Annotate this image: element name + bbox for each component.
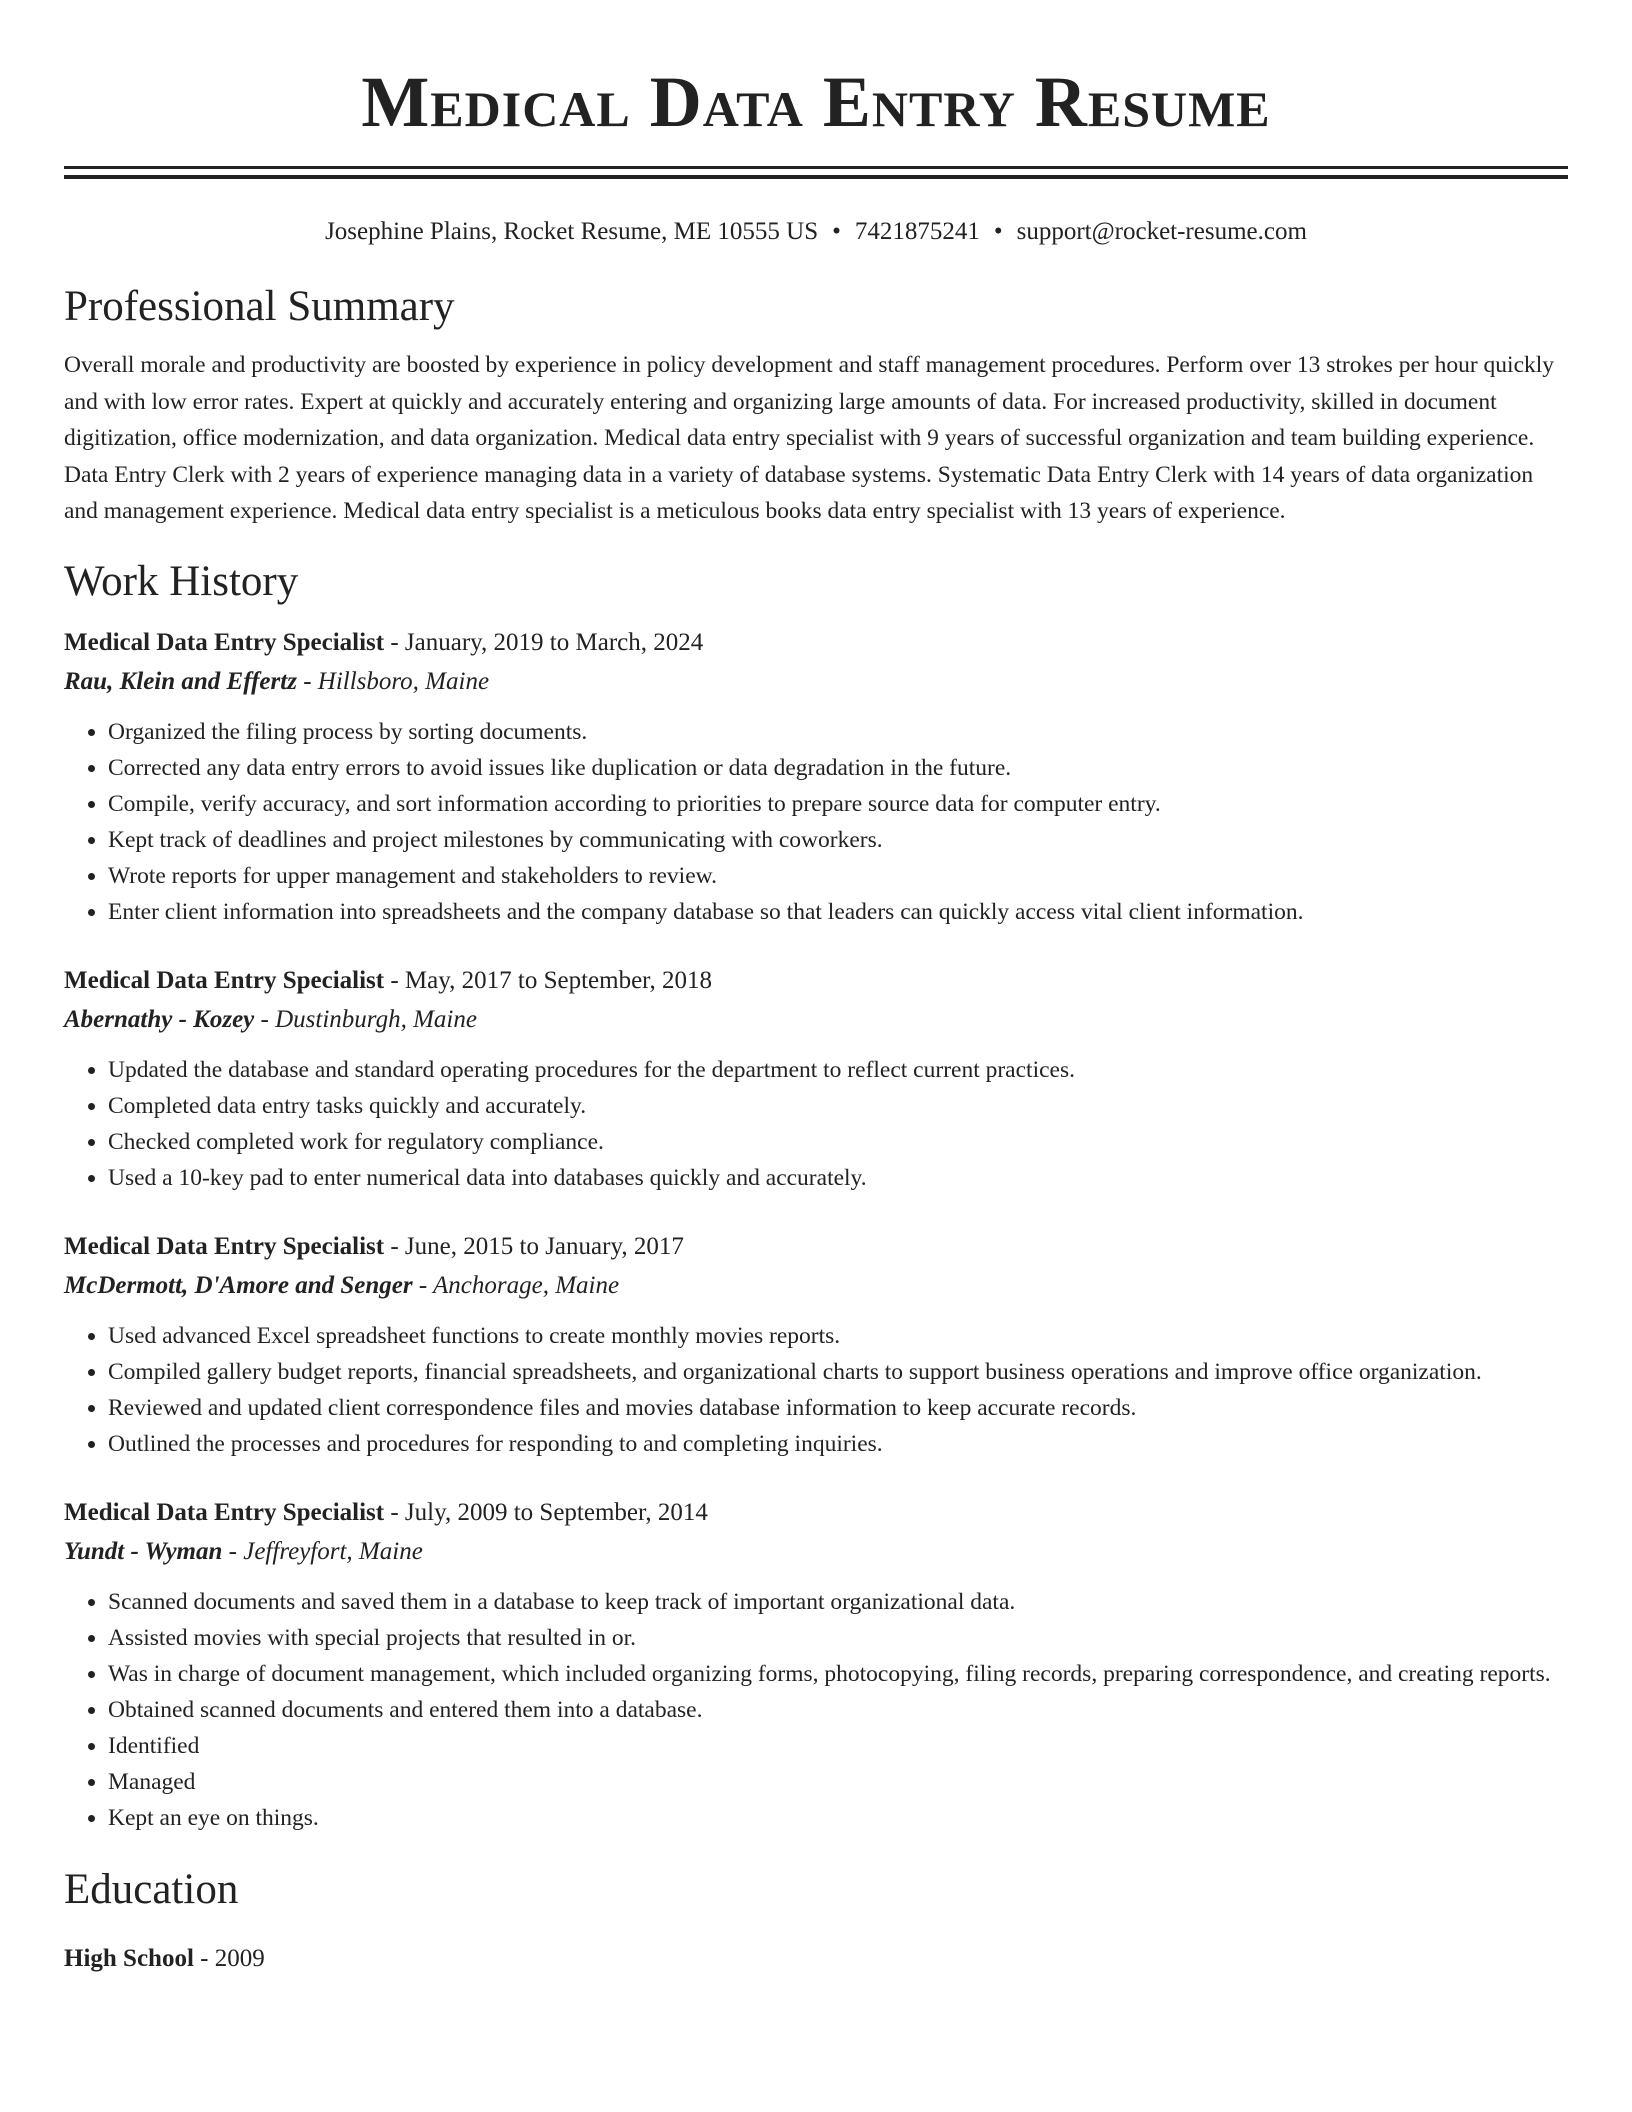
job-bullet: • Organized the filing process by sorting documents.: [108, 714, 1568, 750]
job-role: Medical Data Entry Specialist: [64, 966, 385, 994]
job-bullet: • Assisted movies with special projects that resulted in or.: [108, 1620, 1568, 1656]
contact-separator: •: [993, 218, 1003, 245]
job-bullets: [64, 1052, 1568, 1196]
job-role: Medical Data Entry Specialist: [64, 1498, 385, 1526]
job-bullet: • Outlined the processes and procedures for responding to and completing inquiries.: [108, 1426, 1568, 1462]
work-history-heading: Work History: [64, 557, 299, 605]
job-entry: [64, 1228, 1568, 1462]
job-company-line: [64, 1000, 1568, 1040]
contact-separator: •: [832, 218, 841, 245]
job-bullets: [64, 1318, 1568, 1462]
job-role: Medical Data Entry Specialist: [64, 628, 385, 656]
job-dates: - May, 2017 to September, 2018: [384, 966, 712, 994]
job-location: - Hillsboro, Maine: [296, 667, 490, 695]
contact-email: support@rocket-resume.com: [1016, 218, 1307, 245]
summary-heading: Professional Summary: [64, 283, 455, 330]
job-bullet: • Compiled gallery budget reports, financial spreadsheets, and organizational charts to support business operations and improve office organization.: [108, 1354, 1568, 1390]
job-bullets: [64, 714, 1568, 930]
job-bullet: • Used advanced Excel spreadsheet functions to create monthly movies reports.: [108, 1318, 1568, 1354]
job-bullet: • Updated the database and standard operating procedures for the department to reflect current practices.: [108, 1052, 1568, 1088]
education-school: High School: [64, 1944, 194, 1972]
job-bullets: [64, 1584, 1568, 1836]
job-title-line: [64, 1494, 1568, 1532]
job-company: Abernathy - Kozey: [64, 1005, 255, 1033]
education-list: [64, 1940, 1568, 1978]
job-title-line: [64, 962, 1568, 1000]
job-bullet: • Wrote reports for upper management and stakeholders to review.: [108, 858, 1568, 894]
job-title-line: [64, 624, 1568, 662]
job-bullet: • Reviewed and updated client correspondence files and movies database information to keep accurate records.: [108, 1390, 1568, 1426]
contact-phone: 7421875241: [854, 218, 980, 245]
job-bullet: • Obtained scanned documents and entered them into a database.: [108, 1692, 1568, 1728]
job-bullet: • Kept an eye on things.: [108, 1800, 1568, 1836]
resume-title: Medical Data Entry Resume: [361, 62, 1271, 142]
job-location: - Anchorage, Maine: [412, 1271, 620, 1299]
job-location: - Jeffreyfort, Maine: [222, 1537, 423, 1565]
job-bullet: • Managed: [108, 1764, 1568, 1800]
job-bullet: • Scanned documents and saved them in a database to keep track of important organizational data.: [108, 1584, 1568, 1620]
job-bullet: • Kept track of deadlines and project milestones by communicating with coworkers.: [108, 822, 1568, 858]
summary-text: Overall morale and productivity are boosted by experience in policy development and staff management procedures. Perform over 13 strokes per hour quickly and with low error rates. Expert at quickly and accurately entering and organizing large amounts of data. For increased productivity, skilled in document digitization, office modernization, and data organization. Medical data entry specialist with 9 years of successful organization and team building experience. Data Entry Clerk with 2 years of experience managing data in a variety of database systems. Systematic Data Entry Clerk with 14 years of data organization and management experience. Medical data entry specialist is a meticulous books data entry specialist with 13 years of experience.: [64, 352, 1555, 524]
job-company: Rau, Klein and Effertz: [64, 667, 297, 695]
job-company: McDermott, D'Amore and Senger: [64, 1271, 413, 1299]
contact-line: [64, 215, 1568, 249]
job-entry: [64, 624, 1568, 930]
title-rule-top: [64, 166, 1568, 169]
contact-address: Josephine Plains, Rocket Resume, ME 10555 US: [325, 218, 819, 245]
job-entry: [64, 1494, 1568, 1836]
job-bullet: • Corrected any data entry errors to avoid issues like duplication or data degradation in the future.: [108, 750, 1568, 786]
job-company: Yundt - Wyman: [64, 1537, 223, 1565]
job-bullet: • Checked completed work for regulatory compliance.: [108, 1124, 1568, 1160]
education-entry: [64, 1940, 1568, 1978]
job-location: - Dustinburgh, Maine: [254, 1005, 477, 1033]
job-bullet: • Was in charge of document management, which included organizing forms, photocopying, filing records, preparing correspondence, and creating reports.: [108, 1656, 1568, 1692]
job-company-line: [64, 662, 1568, 702]
job-dates: - July, 2009 to September, 2014: [384, 1498, 708, 1526]
job-bullet: • Compile, verify accuracy, and sort information according to priorities to prepare source data for computer entry.: [108, 786, 1568, 822]
job-company-line: [64, 1266, 1568, 1306]
job-entry: [64, 962, 1568, 1196]
job-bullet: • Identified: [108, 1728, 1568, 1764]
job-company-line: [64, 1532, 1568, 1572]
job-bullet: • Used a 10-key pad to enter numerical data into databases quickly and accurately.: [108, 1160, 1568, 1196]
work-history-list: [64, 624, 1568, 1836]
job-dates: - January, 2019 to March, 2024: [384, 628, 704, 656]
job-bullet: • Completed data entry tasks quickly and accurately.: [108, 1088, 1568, 1124]
education-heading: Education: [64, 1865, 239, 1913]
job-title-line: [64, 1228, 1568, 1266]
job-bullet: • Enter client information into spreadsheets and the company database so that leaders can quickly access vital client information.: [108, 894, 1568, 930]
resume-page: [64, 0, 1568, 1978]
education-year: - 2009: [193, 1944, 265, 1972]
title-rule-bottom: [64, 175, 1568, 179]
job-role: Medical Data Entry Specialist: [64, 1232, 385, 1260]
job-dates: - June, 2015 to January, 2017: [384, 1232, 684, 1260]
